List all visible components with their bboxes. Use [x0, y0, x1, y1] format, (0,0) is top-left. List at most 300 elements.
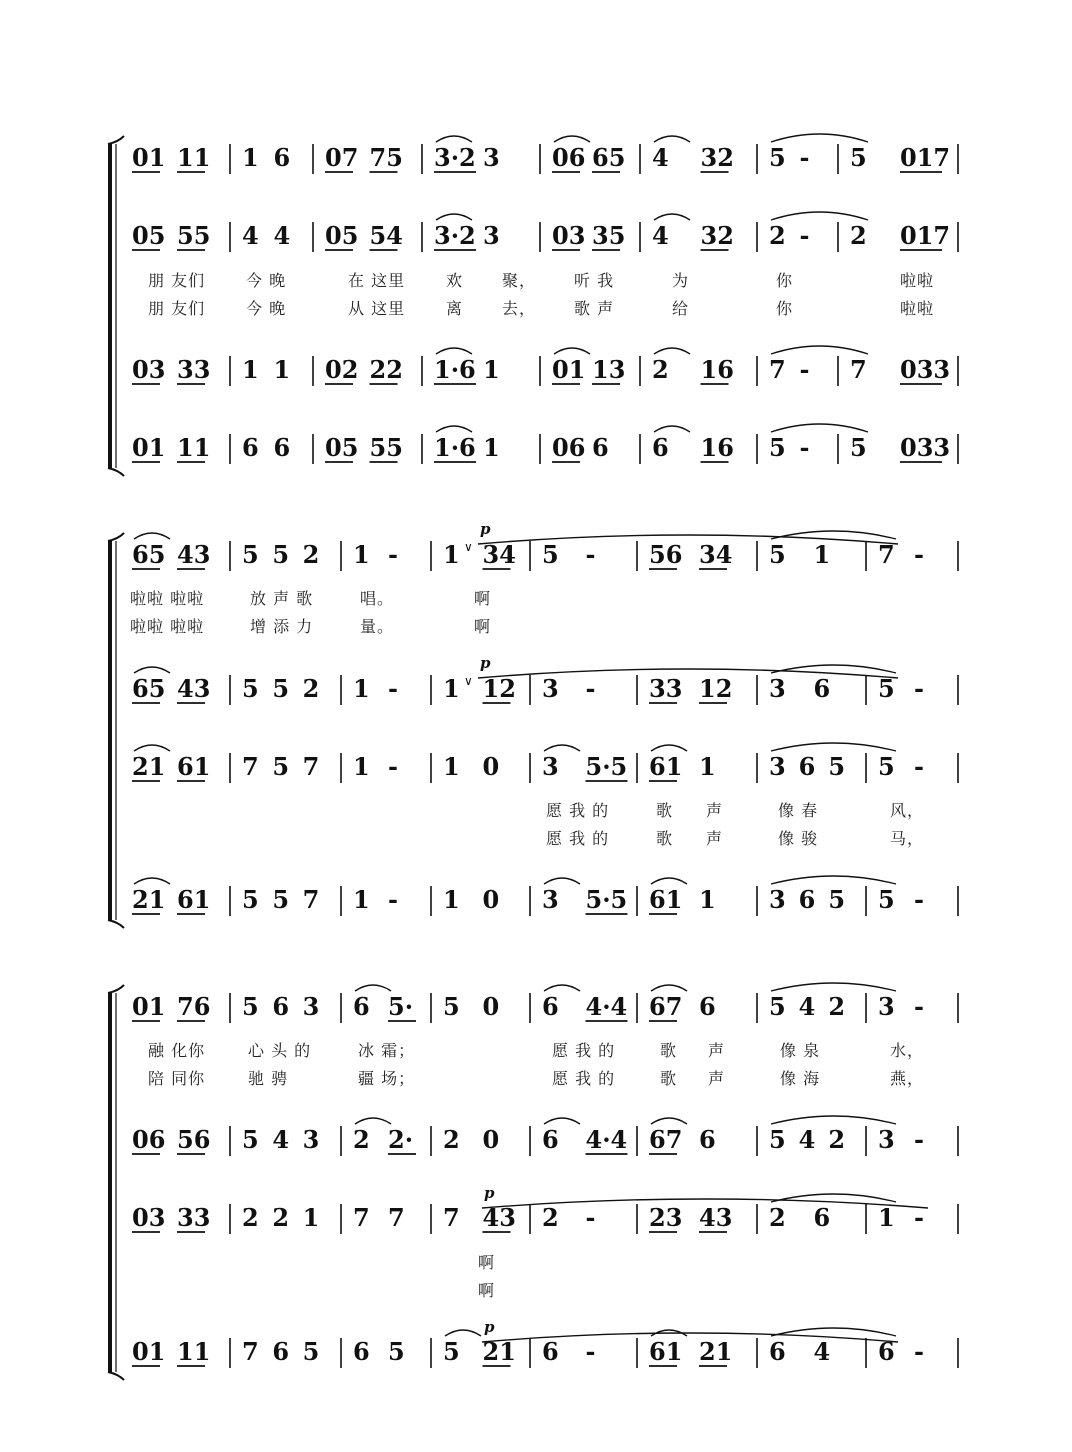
note-group: 6 — [813, 1203, 831, 1232]
note-group: 76 — [177, 992, 211, 1021]
note-group: 1 — [242, 143, 259, 172]
note-group: 5 — [769, 433, 786, 462]
note-group: 1 — [443, 752, 460, 781]
note-group: 3 — [542, 752, 559, 781]
note-group: 32 — [700, 221, 734, 250]
bracket-hook-bottom — [108, 920, 124, 928]
note-group: - — [914, 1337, 924, 1366]
note-group: 07 — [325, 143, 359, 172]
note-group: 1·6 — [434, 433, 476, 462]
slur — [651, 985, 687, 991]
note-group: 7 — [878, 540, 895, 569]
lyric-word: 声 — [708, 1069, 726, 1088]
lyric-word: 歌 — [656, 829, 674, 848]
lyric-word: 朋 友们 — [148, 271, 206, 290]
note-group: - — [914, 1125, 924, 1154]
note-group: 3·2 — [434, 143, 476, 172]
slur — [436, 426, 472, 432]
note-group: 7 — [242, 1337, 259, 1366]
lyric-word: 愿 我 的 — [546, 829, 610, 848]
slur — [436, 348, 472, 354]
note-group: 5· — [388, 992, 414, 1021]
note-group: 5 — [272, 540, 290, 569]
note-group: 3 — [302, 1125, 320, 1154]
note-group: 2 — [302, 540, 320, 569]
note-group: 2 — [272, 1203, 290, 1232]
note-group: 0 — [482, 1125, 500, 1154]
note-group: 4·4 — [585, 992, 628, 1021]
note-group: 4 — [272, 1125, 290, 1154]
note-group: 33 — [177, 355, 211, 384]
lyric-word: 啦啦 啦啦 — [130, 617, 205, 636]
slur — [554, 136, 590, 142]
note-group: 11 — [177, 433, 211, 462]
note-group: 13 — [592, 355, 626, 384]
note-group: 1 — [699, 885, 716, 914]
note-group: 5 — [242, 992, 259, 1021]
lyric-word: 今 晚 — [246, 271, 287, 290]
lyric-word: 歌 声 — [574, 299, 615, 318]
note-group: 21 — [482, 1337, 516, 1366]
slur — [544, 878, 580, 884]
note-group: 3 — [542, 885, 559, 914]
note-group: - — [799, 143, 810, 172]
lyric-word: 欢 — [446, 271, 464, 290]
note-group: 3 — [878, 992, 895, 1021]
dynamic-piano: p — [480, 520, 491, 538]
lyric-word: 声 — [708, 1041, 726, 1060]
lyric-word: 冰 霜； — [358, 1041, 416, 1060]
lyric-word: 像 骏 — [778, 829, 819, 848]
system-bracket — [108, 993, 112, 1372]
note-group: 4 — [242, 221, 259, 250]
note-group: 7 — [769, 355, 786, 384]
breath-mark: ∨ — [464, 674, 473, 688]
lyric-word: 啊 — [474, 617, 492, 636]
note-group: 017 — [900, 143, 951, 172]
note-group: 43 — [177, 540, 211, 569]
note-group: 6 — [542, 1125, 559, 1154]
note-group: - — [799, 355, 810, 384]
note-group: 06 — [552, 433, 586, 462]
tie — [771, 424, 868, 432]
lyric-word: 啊 — [474, 589, 492, 608]
note-group: 43 — [482, 1203, 516, 1232]
note-group: 7 — [443, 1203, 460, 1232]
lyric-word: 量。 — [360, 617, 395, 636]
slur — [436, 214, 472, 220]
tie — [771, 134, 868, 142]
lyric-word: 给 — [672, 299, 690, 318]
tie — [771, 983, 896, 991]
note-group: 5 — [388, 1337, 405, 1366]
note-group: 1 — [483, 433, 500, 462]
lyric-word: 风， — [890, 801, 925, 820]
note-group: 1 — [813, 540, 831, 569]
note-group: 6 — [592, 433, 609, 462]
note-group: 5 — [272, 674, 290, 703]
note-group: 56 — [649, 540, 683, 569]
slur — [134, 745, 170, 751]
note-group: 61 — [649, 1337, 683, 1366]
note-group: 0 — [482, 752, 500, 781]
note-group: 5 — [828, 752, 846, 781]
note-group: 5 — [878, 885, 895, 914]
note-group: 7 — [242, 752, 259, 781]
note-group: 1 — [483, 355, 500, 384]
tie — [771, 346, 868, 354]
note-group: 1 — [353, 885, 370, 914]
slur — [445, 1330, 481, 1336]
bracket-hook-bottom — [108, 1372, 124, 1380]
note-group: 1 — [242, 355, 259, 384]
note-group: - — [388, 674, 398, 703]
note-group: 7 — [353, 1203, 370, 1232]
note-group: 7 — [388, 1203, 405, 1232]
note-group: - — [914, 674, 924, 703]
lyric-word: 啊 — [478, 1281, 496, 1300]
note-group: 5 — [850, 433, 867, 462]
note-group: 033 — [900, 433, 951, 462]
note-group: 65 — [592, 143, 626, 172]
lyric-word: 疆 场； — [358, 1069, 416, 1088]
note-group: 54 — [369, 221, 403, 250]
note-group: 61 — [177, 885, 211, 914]
lyric-word: 歌 — [660, 1069, 678, 1088]
bracket-hook-top — [108, 533, 124, 541]
note-group: 43 — [177, 674, 211, 703]
note-group: 11 — [177, 143, 211, 172]
note-group: 05 — [325, 221, 359, 250]
note-group: 1 — [443, 674, 460, 703]
note-group: 5 — [242, 885, 259, 914]
lyric-word: 啦啦 啦啦 — [130, 589, 205, 608]
bracket-hook-top — [108, 136, 124, 144]
note-group: 017 — [900, 221, 951, 250]
note-group: 5 — [542, 540, 559, 569]
note-group: 1 — [353, 540, 370, 569]
note-group: 03 — [132, 355, 166, 384]
note-group: 01 — [132, 143, 166, 172]
phrase-slur — [478, 669, 898, 678]
note-group: 5 — [828, 885, 846, 914]
note-group: 5 — [878, 674, 895, 703]
note-group: 2 — [828, 1125, 846, 1154]
note-group: 01 — [552, 355, 586, 384]
note-group: 5 — [443, 1337, 460, 1366]
dynamic-piano: p — [480, 654, 491, 672]
note-group: - — [585, 1203, 596, 1232]
slur — [134, 878, 170, 884]
lyric-word: 在 这里 — [348, 271, 406, 290]
note-group: 22 — [369, 355, 403, 384]
tie — [771, 212, 868, 220]
lyric-word: 心 头 的 — [248, 1041, 312, 1060]
note-group: 2 — [443, 1125, 460, 1154]
note-group: 1·6 — [434, 355, 476, 384]
note-group: 5 — [272, 752, 290, 781]
lyric-word: 像 泉 — [780, 1041, 821, 1060]
note-group: 6 — [769, 1337, 786, 1366]
note-group: 3 — [878, 1125, 895, 1154]
note-group: 5 — [242, 674, 259, 703]
note-group: 01 — [132, 433, 166, 462]
note-group: 3 — [769, 674, 786, 703]
note-group: 5 — [850, 143, 867, 172]
note-group: 7 — [302, 885, 320, 914]
note-group: 4 — [652, 221, 669, 250]
note-group: 6 — [272, 992, 290, 1021]
lyric-word: 啦啦 — [900, 299, 935, 318]
note-group: 6 — [353, 992, 370, 1021]
note-group: 67 — [649, 1125, 683, 1154]
note-group: - — [799, 433, 810, 462]
note-group: 3 — [483, 143, 500, 172]
lyric-word: 马， — [890, 829, 925, 848]
note-group: 6 — [272, 1337, 290, 1366]
note-group: 16 — [700, 355, 734, 384]
lyric-word: 听 我 — [574, 271, 615, 290]
lyric-word: 为 — [672, 271, 690, 290]
note-group: 34 — [699, 540, 733, 569]
note-group: 12 — [699, 674, 733, 703]
slur — [134, 533, 170, 539]
note-group: 6 — [699, 1125, 716, 1154]
lyric-word: 去， — [502, 299, 537, 318]
note-group: - — [388, 752, 398, 781]
note-group: - — [585, 674, 596, 703]
note-group: 2 — [769, 221, 786, 250]
note-group: 33 — [649, 674, 683, 703]
note-group: 1 — [302, 1203, 320, 1232]
note-group: 01 — [132, 1337, 166, 1366]
lyric-word: 啦啦 — [900, 271, 935, 290]
note-group: 33 — [177, 1203, 211, 1232]
note-group: 6 — [878, 1337, 895, 1366]
lyric-word: 你 — [776, 271, 794, 290]
note-group: 11 — [177, 1337, 211, 1366]
slur — [436, 136, 472, 142]
note-group: - — [585, 540, 596, 569]
note-group: 1 — [443, 540, 460, 569]
note-group: 05 — [325, 433, 359, 462]
note-group: 2 — [353, 1125, 370, 1154]
note-group: 1 — [878, 1203, 895, 1232]
note-group: 6 — [798, 752, 816, 781]
note-group: 21 — [699, 1337, 733, 1366]
note-group: 6 — [242, 433, 259, 462]
note-group: 55 — [369, 433, 403, 462]
bracket-hook-bottom — [108, 468, 124, 476]
lyric-word: 声 — [706, 801, 724, 820]
lyric-word: 今 晚 — [246, 299, 287, 318]
note-group: 2 — [850, 221, 867, 250]
note-group: 3 — [483, 221, 500, 250]
note-group: - — [388, 540, 398, 569]
note-group: 2 — [302, 674, 320, 703]
note-group: 12 — [482, 674, 516, 703]
lyric-word: 燕， — [890, 1069, 925, 1088]
note-group: - — [914, 1203, 924, 1232]
note-group: 5 — [769, 540, 786, 569]
note-group: 5 — [302, 1337, 320, 1366]
note-group: 61 — [649, 752, 683, 781]
note-group: 1 — [353, 674, 370, 703]
note-group: 2· — [388, 1125, 414, 1154]
note-group: 1 — [353, 752, 370, 781]
slur — [654, 214, 690, 220]
note-group: 2 — [769, 1203, 786, 1232]
note-group: 6 — [798, 885, 816, 914]
note-group: 2 — [652, 355, 669, 384]
note-group: 06 — [132, 1125, 166, 1154]
lyric-word: 陪 同你 — [148, 1069, 206, 1088]
note-group: 6 — [273, 433, 291, 462]
note-group: 03 — [132, 1203, 166, 1232]
note-group: 23 — [649, 1203, 683, 1232]
note-group: 1 — [443, 885, 460, 914]
note-group: 5 — [769, 992, 786, 1021]
note-group: 4·4 — [585, 1125, 628, 1154]
note-group: 75 — [369, 143, 403, 172]
note-group: 6 — [542, 1337, 559, 1366]
tie — [771, 876, 896, 884]
note-group: 3·2 — [434, 221, 476, 250]
slur — [355, 985, 391, 991]
note-group: 03 — [552, 221, 586, 250]
lyric-word: 像 春 — [778, 801, 819, 820]
note-group: - — [914, 992, 924, 1021]
note-group: 5 — [443, 992, 460, 1021]
lyric-word: 歌 — [660, 1041, 678, 1060]
note-group: 35 — [592, 221, 626, 250]
lyric-word: 朋 友们 — [148, 299, 206, 318]
system-bracket — [108, 144, 112, 468]
lyric-word: 愿 我 的 — [546, 801, 610, 820]
note-group: 6 — [542, 992, 559, 1021]
note-group: - — [799, 221, 810, 250]
note-group: 4 — [813, 1337, 831, 1366]
slur — [654, 348, 690, 354]
note-group: 5 — [878, 752, 895, 781]
lyric-word: 你 — [776, 299, 794, 318]
note-group: 033 — [900, 355, 951, 384]
note-group: 3 — [769, 752, 786, 781]
lyric-word: 从 这里 — [348, 299, 406, 318]
note-group: 5 — [769, 143, 786, 172]
slur — [544, 1118, 580, 1124]
note-group: 06 — [552, 143, 586, 172]
note-group: 5·5 — [585, 885, 628, 914]
dynamic-piano: p — [484, 1184, 495, 1202]
slur — [651, 745, 687, 751]
note-group: 7 — [302, 752, 320, 781]
note-group: 1 — [273, 355, 291, 384]
note-group: 2 — [542, 1203, 559, 1232]
note-group: 6 — [273, 143, 291, 172]
slur — [554, 348, 590, 354]
note-group: 5 — [242, 1125, 259, 1154]
note-group: - — [914, 540, 924, 569]
system-bracket — [108, 541, 112, 920]
note-group: 67 — [649, 992, 683, 1021]
note-group: 05 — [132, 221, 166, 250]
tie — [771, 743, 896, 751]
slur — [544, 985, 580, 991]
note-group: 6 — [699, 992, 716, 1021]
breath-mark: ∨ — [464, 540, 473, 554]
note-group: 65 — [132, 674, 166, 703]
note-group: 0 — [482, 885, 500, 914]
note-group: 4 — [273, 221, 291, 250]
tie — [771, 1116, 896, 1124]
note-group: 32 — [700, 143, 734, 172]
lyric-word: 聚， — [502, 271, 537, 290]
lyric-word: 增 添 力 — [250, 617, 314, 636]
lyric-word: 离 — [446, 299, 464, 318]
note-group: 0 — [482, 992, 500, 1021]
note-group: 34 — [482, 540, 516, 569]
lyric-word: 像 海 — [780, 1069, 821, 1088]
slur — [654, 136, 690, 142]
lyric-word: 融 化你 — [148, 1041, 206, 1060]
note-group: 3 — [542, 674, 559, 703]
note-group: - — [585, 1337, 596, 1366]
note-group: 55 — [177, 221, 211, 250]
dynamic-piano: p — [484, 1318, 495, 1336]
note-group: 65 — [132, 540, 166, 569]
lyric-word: 声 — [706, 829, 724, 848]
note-group: 4 — [798, 992, 816, 1021]
lyric-word: 啊 — [478, 1253, 496, 1272]
lyric-word: 放 声 歌 — [250, 589, 314, 608]
note-group: 01 — [132, 992, 166, 1021]
slur — [355, 1118, 391, 1124]
note-group: 6 — [353, 1337, 370, 1366]
slur — [651, 1118, 687, 1124]
note-group: - — [388, 885, 398, 914]
note-group: 43 — [699, 1203, 733, 1232]
slur — [654, 426, 690, 432]
lyric-word: 唱。 — [360, 589, 395, 608]
note-group: 4 — [652, 143, 669, 172]
note-group: 3 — [302, 992, 320, 1021]
note-group: 3 — [769, 885, 786, 914]
note-group: 5 — [242, 540, 259, 569]
note-group: 5 — [272, 885, 290, 914]
slur — [651, 878, 687, 884]
note-group: 21 — [132, 752, 166, 781]
note-group: 5·5 — [585, 752, 628, 781]
note-group: 2 — [828, 992, 846, 1021]
note-group: 16 — [700, 433, 734, 462]
note-group: - — [914, 752, 924, 781]
note-group: - — [914, 885, 924, 914]
lyric-word: 歌 — [656, 801, 674, 820]
note-group: 21 — [132, 885, 166, 914]
note-group: 2 — [242, 1203, 259, 1232]
lyric-word: 水， — [890, 1041, 925, 1060]
slur — [544, 745, 580, 751]
note-group: 1 — [699, 752, 716, 781]
bracket-hook-top — [108, 985, 124, 993]
note-group: 61 — [177, 752, 211, 781]
slur — [134, 667, 170, 673]
note-group: 4 — [798, 1125, 816, 1154]
phrase-slur — [478, 535, 898, 544]
note-group: 56 — [177, 1125, 211, 1154]
lyric-word: 驰 骋 — [248, 1069, 289, 1088]
